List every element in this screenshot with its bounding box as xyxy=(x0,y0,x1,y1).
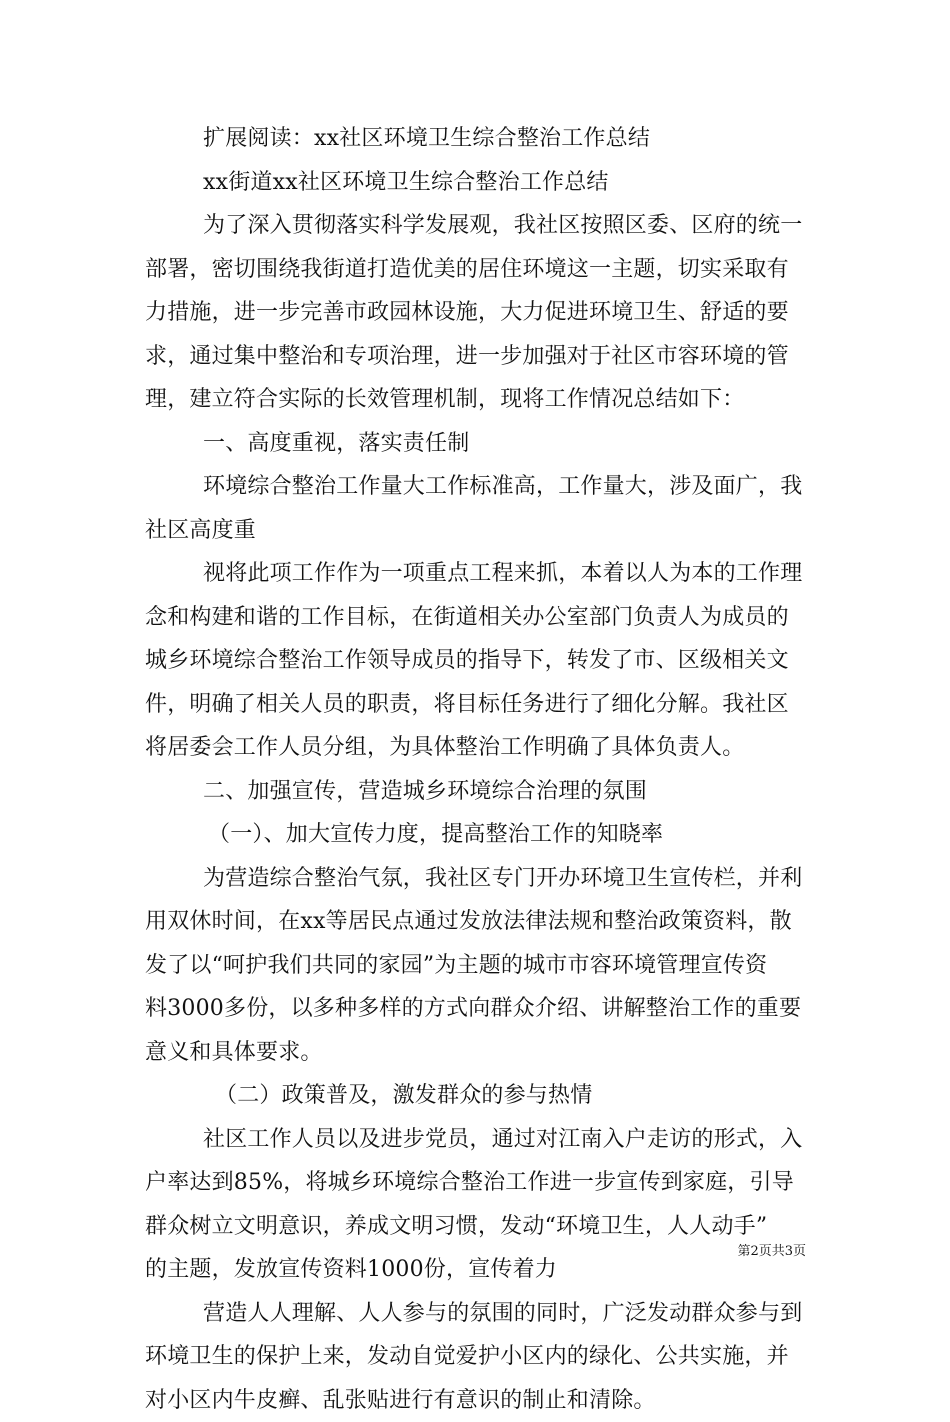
paragraph-line: 对小区内牛皮癣、乱张贴进行有意识的制止和清除。 xyxy=(145,1379,810,1422)
paragraph-line: 求，通过集中整治和专项治理，进一步加强对于社区市容环境的管 xyxy=(145,335,810,379)
subsection-heading: （一）、加大宣传力度，提高整治工作的知晓率 xyxy=(145,813,810,857)
paragraph-line: 为营造综合整治气氛，我社区专门开办环境卫生宣传栏，并利 xyxy=(145,857,810,901)
paragraph-line: 户率达到85%，将城乡环境综合整治工作进一步宣传到家庭，引导 xyxy=(145,1161,810,1205)
paragraph-line: 为了深入贯彻落实科学发展观，我社区按照区委、区府的统一 xyxy=(145,204,810,248)
paragraph-line: 群众树立文明意识，养成文明习惯，发动“环境卫生，人人动手” xyxy=(145,1205,810,1249)
paragraph-line: 料3000多份，以多种多样的方式向群众介绍、讲解整治工作的重要 xyxy=(145,987,810,1031)
paragraph-line: 念和构建和谐的工作目标，在街道相关办公室部门负责人为成员的 xyxy=(145,596,810,640)
paragraph-line: 社区工作人员以及进步党员，通过对江南入户走访的形式，入 xyxy=(145,1118,810,1162)
paragraph-line: 视将此项工作作为一项重点工程来抓，本着以人为本的工作理 xyxy=(145,552,810,596)
paragraph-line: 将居委会工作人员分组，为具体整治工作明确了具体负责人。 xyxy=(145,726,810,770)
paragraph-line: 发了以“呵护我们共同的家园”为主题的城市市容环境管理宣传资 xyxy=(145,944,810,988)
paragraph-line: 部署，密切围绕我街道打造优美的居住环境这一主题，切实采取有 xyxy=(145,248,810,292)
paragraph-line: 用双休时间，在xx等居民点通过发放法律法规和整治政策资料，散 xyxy=(145,900,810,944)
paragraph-line: 意义和具体要求。 xyxy=(145,1031,810,1075)
subsection-heading: （二）政策普及，激发群众的参与热情 xyxy=(145,1074,810,1118)
page-number-footer: 第2页共3页 xyxy=(737,1243,806,1261)
document-body xyxy=(145,117,810,1422)
paragraph-line: 力措施，进一步完善市政园林设施，大力促进环境卫生、舒适的要 xyxy=(145,291,810,335)
paragraph-line: 的主题，发放宣传资料1000份，宣传着力 xyxy=(145,1248,810,1292)
paragraph-line: 理，建立符合实际的长效管理机制，现将工作情况总结如下： xyxy=(145,378,810,422)
paragraph-line: 环境综合整治工作量大工作标准高，工作量大，涉及面广，我 xyxy=(145,465,810,509)
paragraph-line: 环境卫生的保护上来，发动自觉爱护小区内的绿化、公共实施，并 xyxy=(145,1335,810,1379)
section-heading: 二、加强宣传，营造城乡环境综合治理的氛围 xyxy=(145,770,810,814)
extended-reading-heading: 扩展阅读：xx社区环境卫生综合整治工作总结 xyxy=(145,117,810,161)
paragraph-line: 营造人人理解、人人参与的氛围的同时，广泛发动群众参与到 xyxy=(145,1292,810,1336)
paragraph-line: 社区高度重 xyxy=(145,509,810,553)
paragraph-line: 件，明确了相关人员的职责，将目标任务进行了细化分解。我社区 xyxy=(145,683,810,727)
paragraph-line: 城乡环境综合整治工作领导成员的指导下，转发了市、区级相关文 xyxy=(145,639,810,683)
report-title: xx街道xx社区环境卫生综合整治工作总结 xyxy=(145,161,810,205)
section-heading: 一、高度重视，落实责任制 xyxy=(145,422,810,466)
